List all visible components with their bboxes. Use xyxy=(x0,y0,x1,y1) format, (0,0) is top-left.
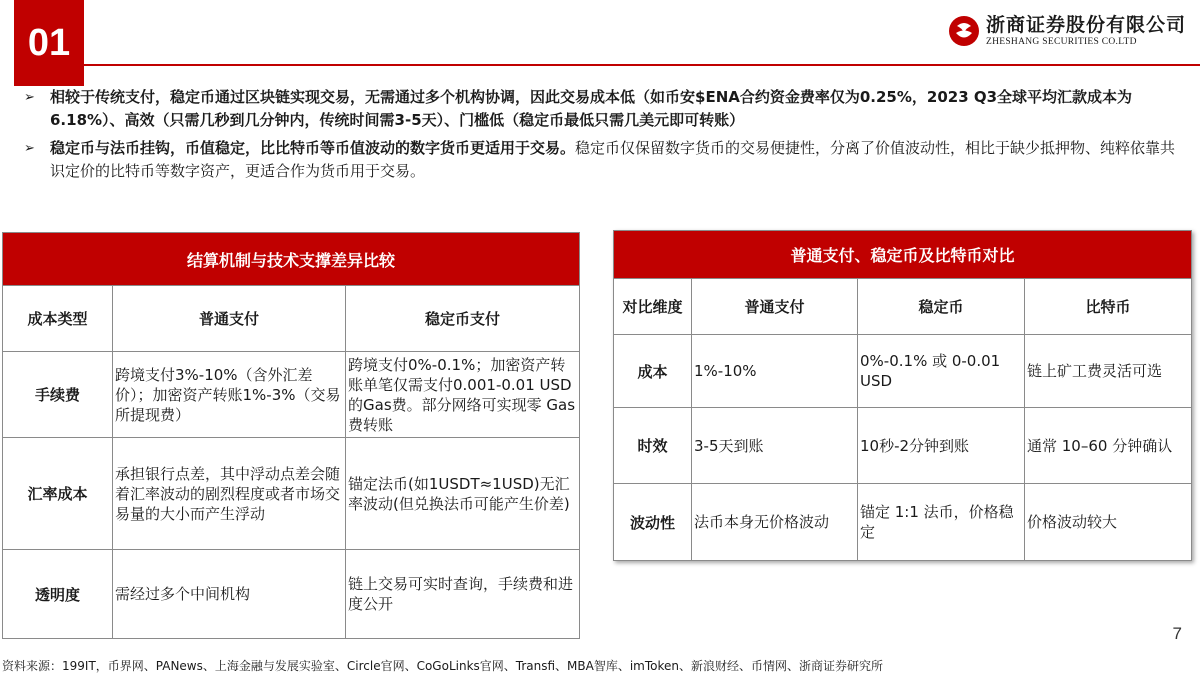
table-cell: 1%-10% xyxy=(692,335,858,408)
table-row xyxy=(614,484,1192,561)
table-caption: 普通支付、稳定币及比特币对比 xyxy=(614,231,1192,279)
column-header: 成本类型 xyxy=(3,286,113,352)
company-name-cn: 浙商证券股份有限公司 xyxy=(985,14,1186,36)
row-header: 波动性 xyxy=(614,484,692,561)
table-cell: 需经过多个中间机构 xyxy=(113,550,346,639)
row-header: 成本 xyxy=(614,335,692,408)
bullet-text xyxy=(50,86,1184,132)
company-logo-icon xyxy=(948,15,980,47)
bullet-bold-text: 相较于传统支付，稳定币通过区块链实现交易，无需通过多个机构协调，因此交易成本低（如币安$ENA合约资金费率仅为0.25%，2023 Q3全球平均汇款成本为6.18%）、高效（只需几秒到几分钟内，传统时间需3-5天）、门槛低（稳定币最低只需几美元即可转账） xyxy=(50,88,1133,129)
column-header: 对比维度 xyxy=(614,279,692,335)
section-number-badge: 01 xyxy=(14,0,84,86)
table-row xyxy=(3,438,580,550)
row-header: 时效 xyxy=(614,408,692,484)
header-rule xyxy=(84,64,1200,66)
table-caption: 结算机制与技术支撑差异比较 xyxy=(3,233,580,286)
source-note: 资料来源：199IT，币界网、PANews、上海金融与发展实验室、Circle官网、CoGoLinks官网、Transfi、MBA智库、imToken、新浪财经、币情网、浙商证券研究所 xyxy=(2,659,883,673)
row-header: 透明度 xyxy=(3,550,113,639)
table-row xyxy=(614,408,1192,484)
table-cell: 锚定 1:1 法币，价格稳定 xyxy=(858,484,1025,561)
table-cell: 链上矿工费灵活可选 xyxy=(1025,335,1192,408)
table-row xyxy=(3,550,580,639)
page-number: 7 xyxy=(1172,624,1182,643)
row-header: 手续费 xyxy=(3,352,113,438)
bullet-normal-text: 稳定币仅保留数字货币的交易便捷性，分离了价值波动性，相比于缺少抵押物、纯粹依靠共识定价的比特币等数字资产，更适合作为货币用于交易。 xyxy=(50,139,1176,180)
company-name-en: ZHESHANG SECURITIES CO.LTD xyxy=(985,37,1137,47)
column-header: 普通支付 xyxy=(113,286,346,352)
table-cell: 承担银行点差，其中浮动点差会随着汇率波动的剧烈程度或者市场交易量的大小而产生浮动 xyxy=(113,438,346,550)
table-cell: 跨境支付3%-10%（含外汇差价）；加密资产转账1%-3%（交易所提现费） xyxy=(113,352,346,438)
table-cell: 跨境支付0%-0.1%；加密资产转账单笔仅需支付0.001-0.01 USD的Gas费。部分网络可实现零 Gas 费转账 xyxy=(346,352,580,438)
bullet-item xyxy=(24,86,1184,132)
table-cell: 3-5天到账 xyxy=(692,408,858,484)
bullet-list xyxy=(24,86,1184,188)
arrow-bullet-icon: ➢ xyxy=(24,141,35,156)
table-cell: 锚定法币(如1USDT≈1USD)无汇率波动(但兑换法币可能产生价差) xyxy=(346,438,580,550)
table-cell: 链上交易可实时查询，手续费和进度公开 xyxy=(346,550,580,639)
table-cell: 通常 10–60 分钟确认 xyxy=(1025,408,1192,484)
column-header: 普通支付 xyxy=(692,279,858,335)
table-cell: 10秒-2分钟到账 xyxy=(858,408,1025,484)
arrow-bullet-icon: ➢ xyxy=(24,90,35,105)
row-header: 汇率成本 xyxy=(3,438,113,550)
column-header: 比特币 xyxy=(1025,279,1192,335)
column-header: 稳定币支付 xyxy=(346,286,580,352)
brand-header xyxy=(948,14,1186,48)
settlement-comparison-table xyxy=(2,232,580,639)
table-row xyxy=(614,335,1192,408)
bullet-text xyxy=(50,137,1184,183)
bullet-bold-text: 稳定币与法币挂钩，币值稳定，比比特币等币值波动的数字货币更适用于交易。 xyxy=(50,139,576,157)
column-header: 稳定币 xyxy=(858,279,1025,335)
table-cell: 0%-0.1% 或 0-0.01 USD xyxy=(858,335,1025,408)
bullet-item xyxy=(24,137,1184,183)
payment-bitcoin-comparison-table xyxy=(613,230,1192,561)
table-cell: 价格波动较大 xyxy=(1025,484,1192,561)
table-row xyxy=(3,352,580,438)
table-cell: 法币本身无价格波动 xyxy=(692,484,858,561)
